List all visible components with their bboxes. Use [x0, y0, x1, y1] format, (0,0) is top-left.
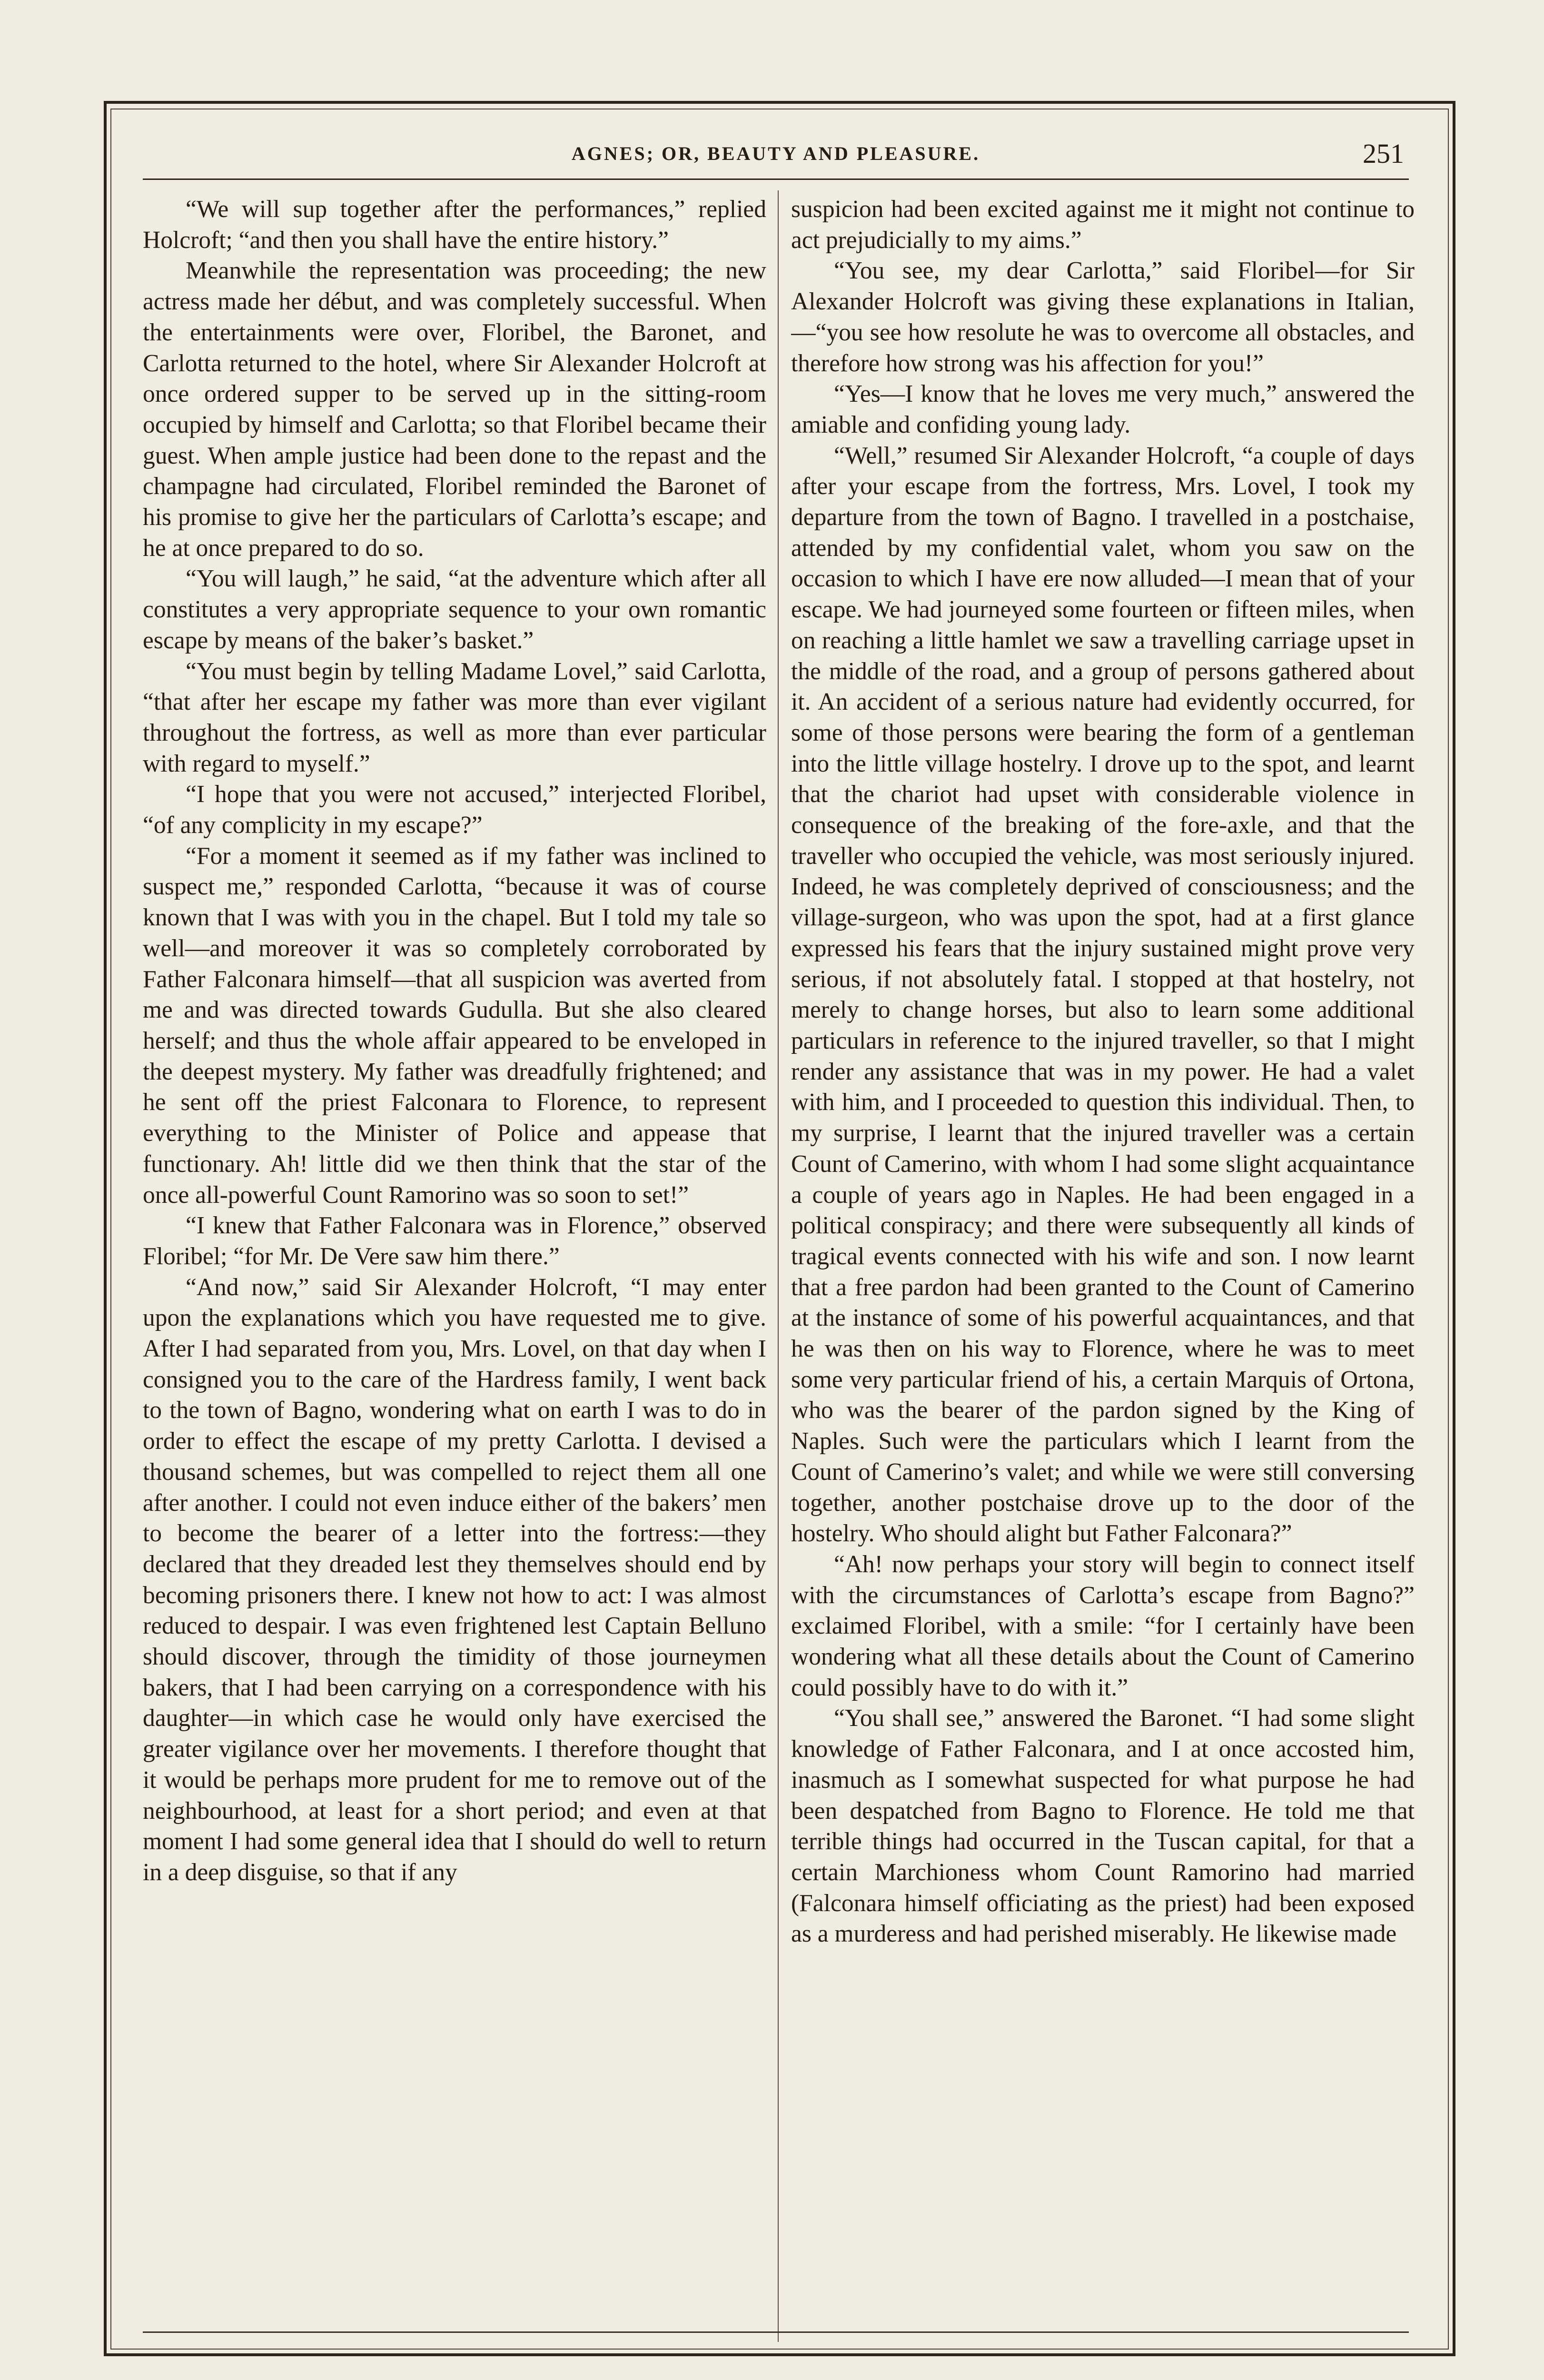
paragraph: “I hope that you were not accused,” interjected Floribel, “of any complicity in my escape?” [143, 781, 766, 839]
paragraph: suspicion had been excited against me it might not continue to act prejudicially to my aims.” [791, 196, 1415, 254]
paragraph: “For a moment it seemed as if my father was inclined to suspect me,” responded Carlotta, “because it was of course known that I was with you in the chapel. But I told my tale so well—and moreover it was so completely corroborated by Father Falconara himself—that all suspicion was averted from me and was directed towards Gudulla. But she also cleared herself; and thus the whole affair appeared to be enveloped in the deepest mystery. My father was dreadfully frightened; and he sent off the priest Falconara to Florence, to represent everything to the Minister of Police and appease that functionary. Ah! little did we then think that the star of the once all-powerful Count Ramorino was so soon to set!” [143, 842, 766, 1209]
paragraph: “I knew that Father Falconara was in Florence,” observed Floribel; “for Mr. De Vere saw him there.” [143, 1212, 766, 1270]
column-divider [778, 190, 779, 2342]
paragraph: “You shall see,” answered the Baronet. “I had some slight knowledge of Father Falconara, and I at once accosted him, inasmuch as I somewhat suspected for what purpose he had been despatched from Bagno to Florence. He told me that terrible things had occurred in the Tuscan capital, for that a certain Marchioness whom Count Ramorino had married (Falconara himself officiating as the priest) had been exposed as a murderess and had perished miserably. He likewise made [791, 1705, 1415, 1948]
right-column [791, 194, 1415, 2343]
paragraph: “We will sup together after the performances,” replied Holcroft; “and then you shall have the entire history.” [143, 196, 766, 254]
paragraph: “Yes—I know that he loves me very much,” answered the amiable and confiding young lady. [791, 380, 1415, 438]
running-title: AGNES; OR, BEAUTY AND PLEASURE. [571, 143, 980, 164]
bottom-rule [143, 2331, 1409, 2333]
left-column [143, 194, 766, 2343]
page-number: 251 [1363, 138, 1404, 169]
paragraph: “You will laugh,” he said, “at the adventure which after all constitutes a very appropriate sequence to your own romantic escape by means of the baker’s basket.” [143, 565, 766, 654]
paragraph: “You see, my dear Carlotta,” said Floribel—for Sir Alexander Holcroft was giving these explanations in Italian,—“you see how resolute he was to overcome all obstacles, and therefore how strong was his affection for you!” [791, 257, 1415, 377]
paragraph: Meanwhile the representation was proceeding; the new actress made her début, and was completely successful. When the entertainments were over, Floribel, the Baronet, and Carlotta returned to the hotel, where Sir Alexander Holcroft at once ordered supper to be served up in the sitting-room occupied by himself and Carlotta; so that Floribel became their guest. When ample justice had been done to the repast and the champagne had circulated, Floribel reminded the Baronet of his promise to give her the particulars of Carlotta’s escape; and he at once prepared to do so. [143, 257, 766, 562]
paragraph: “You must begin by telling Madame Lovel,” said Carlotta, “that after her escape my father was more than ever vigilant throughout the fortress, as well as more than ever particular with regard to myself.” [143, 657, 766, 777]
paragraph: “And now,” said Sir Alexander Holcroft, “I may enter upon the explanations which you have requested me to give. After I had separated from you, Mrs. Lovel, on that day when I consigned you to the care of the Hardress family, I went back to the town of Bagno, wondering what on earth I was to do in order to effect the escape of my pretty Carlotta. I devised a thousand schemes, but was compelled to reject them all one after another. I could not even induce either of the bakers’ men to become the bearer of a letter into the fortress:—they declared that they dreaded lest they themselves should end by becoming prisoners there. I knew not how to act: I was almost reduced to despair. I was even frightened lest Captain Belluno should discover, through the timidity of those journeymen bakers, that I had been carrying on a correspondence with his daughter—in which case he would only have exercised the greater vigilance over her movements. I therefore thought that it would be perhaps more prudent for me to remove out of the neighbourhood, at least for a short period; and even at that moment I had some general idea that I should do well to return in a deep disguise, so that if any [143, 1273, 766, 1886]
running-header [143, 136, 1409, 180]
paragraph: “Well,” resumed Sir Alexander Holcroft, “a couple of days after your escape from the fortress, Mrs. Lovel, I took my departure from the town of Bagno. I travelled in a postchaise, attended by my confidential valet, whom you saw on the occasion to which I have ere now alluded—I mean that of your escape. We had journeyed some fourteen or fifteen miles, when on reaching a little hamlet we saw a travelling carriage upset in the middle of the road, and a group of persons gathered about it. An accident of a serious nature had evidently occurred, for some of those persons were bearing the form of a gentleman into the little village hostelry. I drove up to the spot, and learnt that the chariot had upset with considerable violence in consequence of the breaking of the fore-axle, and that the traveller who occupied the vehicle, was most seriously injured. Indeed, he was completely deprived of consciousness; and the village-surgeon, who was upon the spot, had at a first glance expressed his fears that the injury sustained might prove very serious, if not absolutely fatal. I stopped at that hostelry, not merely to change horses, but also to learn some additional particulars in reference to the injured traveller, so that I might render any assistance that was in my power. He had a valet with him, and I proceeded to question this individual. Then, to my surprise, I learnt that the injured traveller was a certain Count of Camerino, with whom I had some slight acquaintance a couple of years ago in Naples. He had been engaged in a political conspiracy; and there were subsequently all kinds of tragical events connected with his wife and son. I now learnt that a free pardon had been granted to the Count of Camerino at the instance of some of his powerful acquaintances, and that he was then on his way to Florence, where he was to meet some very particular friend of his, a certain Marquis of Ortona, who was the bearer of the pardon signed by the King of Naples. Such were the particulars which I learnt from the Count of Camerino’s valet; and while we were still conversing together, another postchaise drove up to the door of the hostelry. Who should alight but Father Falconara?” [791, 442, 1415, 1547]
paragraph: “Ah! now perhaps your story will begin to connect itself with the circumstances of Carlotta’s escape from Bagno?” exclaimed Floribel, with a smile: “for I certainly have been wondering what all these details about the Count of Camerino could possibly have to do with it.” [791, 1550, 1415, 1701]
